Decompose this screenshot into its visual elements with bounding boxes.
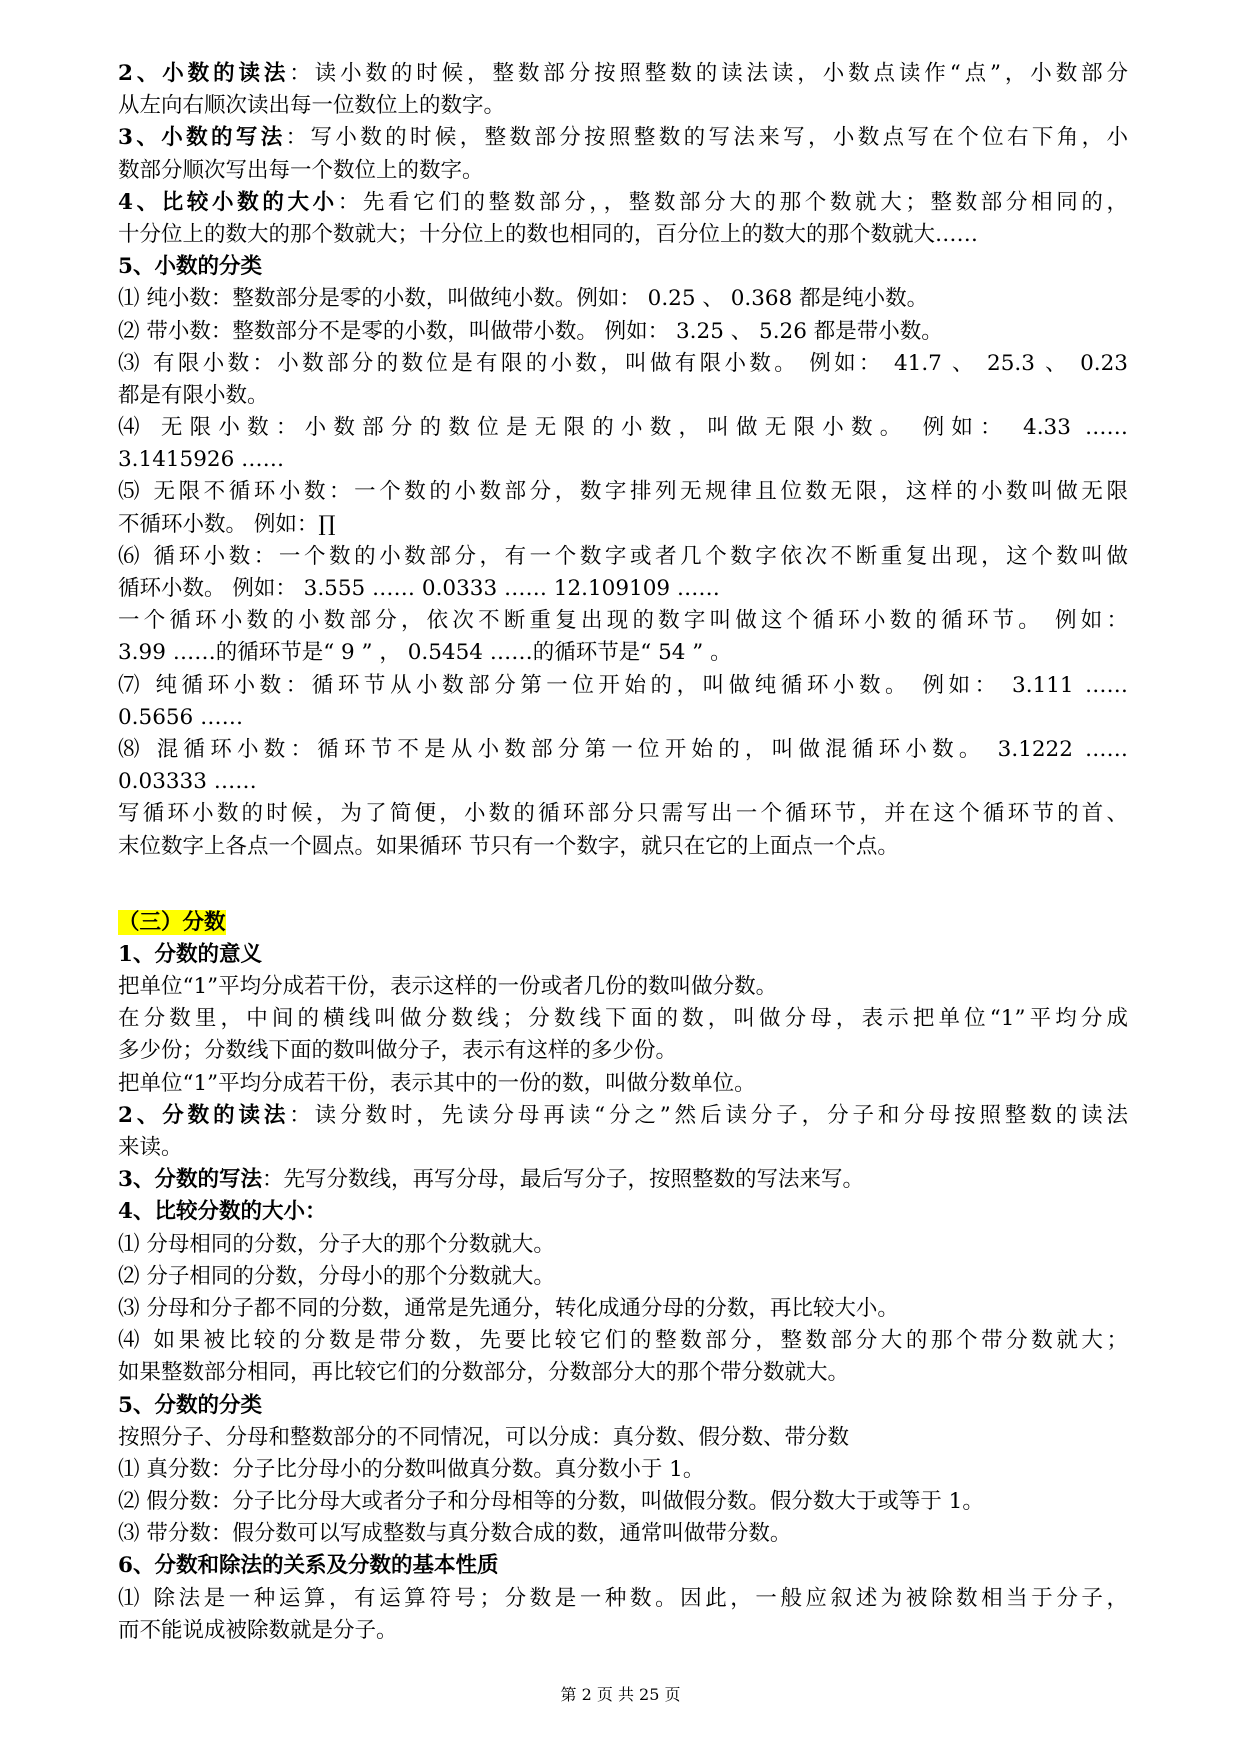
text-line	[118, 1518, 1128, 1550]
text-line	[118, 219, 1128, 251]
item-heading: 3、分数的写法	[118, 1167, 262, 1193]
item-heading: 1、分数的意义	[118, 941, 262, 967]
item-heading: 5、小数的分类	[118, 254, 262, 280]
item-heading: 5、分数的分类	[118, 1392, 262, 1418]
line-text: ⑵ 分子相同的分数，分母小的那个分数就大。	[118, 1263, 555, 1289]
line-text: ：先看它们的整数部分，，整数部分大的那个数就大；整数部分相同的，	[337, 189, 1128, 215]
text-line	[118, 831, 1128, 863]
item-heading: 4、比较小数的大小	[118, 189, 338, 215]
text-line	[118, 1196, 1128, 1228]
line-text: 把单位“1”平均分成若干份，表示其中的一份的数，叫做分数单位。	[118, 1070, 756, 1096]
line-text: 0.5656 ……	[118, 704, 244, 730]
text-line	[118, 1550, 1128, 1582]
line-text: 不循环小数。 例如：∏	[118, 511, 336, 537]
item-heading: 2、小数的读法	[118, 61, 290, 86]
page-footer: 第 2 页 共 25 页	[560, 1685, 681, 1704]
line-text: ⑸ 无限不循环小数：一个数的小数部分，数字排列无规律且位数无限，这样的小数叫做无限	[118, 479, 1128, 505]
section-heading-highlight: （三）分数	[118, 909, 226, 935]
text-line	[118, 348, 1128, 380]
text-line	[118, 971, 1128, 1003]
line-text: 从左向右顺次读出每一位数位上的数字。	[118, 93, 506, 119]
text-line	[118, 1100, 1128, 1132]
item-heading: 4、比较分数的大小：	[118, 1199, 327, 1225]
text-line	[118, 766, 1128, 798]
text-line	[118, 1132, 1128, 1164]
text-line	[118, 541, 1128, 573]
text-line	[118, 476, 1128, 508]
line-text: ⑶ 分母和分子都不同的分数，通常是先通分，转化成通分母的分数，再比较大小。	[118, 1295, 899, 1321]
item-heading: 2、分数的读法	[118, 1102, 290, 1128]
text-line	[118, 1068, 1128, 1100]
line-text: 把单位“1”平均分成若干份，表示这样的一份或者几份的数叫做分数。	[118, 974, 778, 1000]
text-line	[118, 1583, 1128, 1615]
line-text: ⑵ 带小数：整数部分不是零的小数，叫做带小数。 例如： 3.25 、 5.26 都是带小数。	[118, 318, 943, 344]
text-line	[118, 939, 1128, 971]
line-text: 来读。	[118, 1135, 183, 1160]
text-line	[118, 509, 1128, 541]
document-body	[118, 58, 1128, 1647]
text-line	[118, 1229, 1128, 1261]
line-text: ⑴ 真分数：分子比分母小的分数叫做真分数。真分数小于 1。	[118, 1456, 705, 1482]
line-text: ⑵ 假分数：分子比分母大或者分子和分母相等的分数，叫做假分数。假分数大于或等于 1。	[118, 1489, 984, 1515]
line-text: ⑹ 循环小数：一个数的小数部分，有一个数字或者几个数字依次不断重复出现，这个数叫做	[118, 543, 1128, 569]
line-text: 3.99 ……的循环节是“ 9 ” ， 0.5454 ……的循环节是“ 54 ” 。	[118, 640, 732, 666]
text-line	[118, 90, 1128, 122]
line-text: ⑴ 分母相同的分数，分子大的那个分数就大。	[118, 1231, 555, 1257]
text-line	[118, 734, 1128, 766]
text-line	[118, 316, 1128, 348]
text-line	[118, 1615, 1128, 1647]
text-line	[118, 1357, 1128, 1389]
text-line	[118, 1325, 1128, 1357]
text-line	[118, 1261, 1128, 1293]
text-line	[118, 1003, 1128, 1035]
text-line	[118, 1293, 1128, 1325]
line-text: ⑷ 如果被比较的分数是带分数，先要比较它们的整数部分，整数部分大的那个带分数就大；	[118, 1328, 1128, 1354]
text-line	[118, 1390, 1128, 1422]
text-line	[118, 187, 1128, 219]
line-text: 循环小数。 例如： 3.555 …… 0.0333 …… 12.109109 ……	[118, 576, 720, 601]
text-line	[118, 251, 1128, 283]
line-text: ⑴ 纯小数：整数部分是零的小数，叫做纯小数。例如： 0.25 、 0.368 都是纯小数。	[118, 286, 929, 312]
line-text: ⑴ 除法是一种运算，有运算符号；分数是一种数。因此，一般应叙述为被除数相当于分子，	[118, 1585, 1128, 1611]
line-text: 而不能说成被除数就是分子。	[118, 1617, 398, 1643]
line-text: 末位数字上各点一个圆点。如果循环 节只有一个数字，就只在它的上面点一个点。	[118, 833, 899, 859]
text-line	[118, 58, 1128, 90]
item-heading: 3、小数的写法	[118, 125, 286, 151]
text-line	[118, 605, 1128, 637]
line-text: 按照分子、分母和整数部分的不同情况，可以分成：真分数、假分数、带分数	[118, 1424, 850, 1450]
text-line	[118, 573, 1128, 605]
line-text: 如果整数部分相同，再比较它们的分数部分，分数部分大的那个带分数就大。	[118, 1360, 850, 1386]
line-text: ：写小数的时候，整数部分按照整数的写法来写，小数点写在个位右下角，小	[285, 125, 1128, 151]
text-line	[118, 1454, 1128, 1486]
line-text: ⑻ 混循环小数：循环节不是从小数部分第一位开始的，叫做混循环小数。 3.1222 ……	[118, 736, 1128, 762]
line-text: 0.03333 ……	[118, 769, 257, 795]
text-line	[118, 155, 1128, 187]
text-line	[118, 907, 1128, 939]
line-text: ：先写分数线，再写分母，最后写分子，按照整数的写法来写。	[261, 1167, 864, 1193]
line-text: 都是有限小数。	[118, 382, 269, 408]
line-text: ：读小数的时候，整数部分按照整数的读法读，小数点读作“点”，小数部分	[289, 61, 1128, 86]
text-line	[118, 798, 1128, 830]
text-line	[118, 1486, 1128, 1518]
text-line	[118, 122, 1128, 154]
text-line	[118, 637, 1128, 669]
line-text: 多少份；分数线下面的数叫做分子，表示有这样的多少份。	[118, 1038, 678, 1064]
text-line	[118, 670, 1128, 702]
text-line	[118, 444, 1128, 476]
line-text: ⑶ 有限小数：小数部分的数位是有限的小数，叫做有限小数。 例如： 41.7 、 25.3 、 0.23	[118, 350, 1128, 376]
text-line	[118, 283, 1128, 315]
section-gap	[118, 863, 1128, 907]
text-line	[118, 1422, 1128, 1454]
line-text: 一个循环小数的小数部分，依次不断重复出现的数字叫做这个循环小数的循环节。 例如：	[118, 608, 1128, 634]
line-text: ⑶ 带分数：假分数可以写成整数与真分数合成的数，通常叫做带分数。	[118, 1521, 792, 1547]
text-line	[118, 1164, 1128, 1196]
line-text: 3.1415926 ……	[118, 447, 285, 473]
line-text: 十分位上的数大的那个数就大；十分位上的数也相同的，百分位上的数大的那个数就大……	[118, 221, 979, 247]
line-text: ⑷ 无限小数：小数部分的数位是无限的小数，叫做无限小数。 例如： 4.33 ……	[118, 415, 1128, 441]
line-text: ⑺ 纯循环小数：循环节从小数部分第一位开始的，叫做纯循环小数。 例如： 3.111 ……	[118, 672, 1128, 698]
line-text: 在分数里，中间的横线叫做分数线；分数线下面的数，叫做分母，表示把单位“1”平均分成	[118, 1006, 1128, 1032]
text-line	[118, 412, 1128, 444]
text-line	[118, 702, 1128, 734]
item-heading: 6、分数和除法的关系及分数的基本性质	[118, 1553, 499, 1579]
text-line	[118, 380, 1128, 412]
line-text: ：读分数时，先读分母再读“分之”然后读分子，分子和分母按照整数的读法	[289, 1102, 1128, 1128]
text-line	[118, 1035, 1128, 1067]
line-text: 数部分顺次写出每一个数位上的数字。	[118, 157, 484, 183]
line-text: 写循环小数的时候，为了简便，小数的循环部分只需写出一个循环节，并在这个循环节的首、	[118, 801, 1128, 827]
